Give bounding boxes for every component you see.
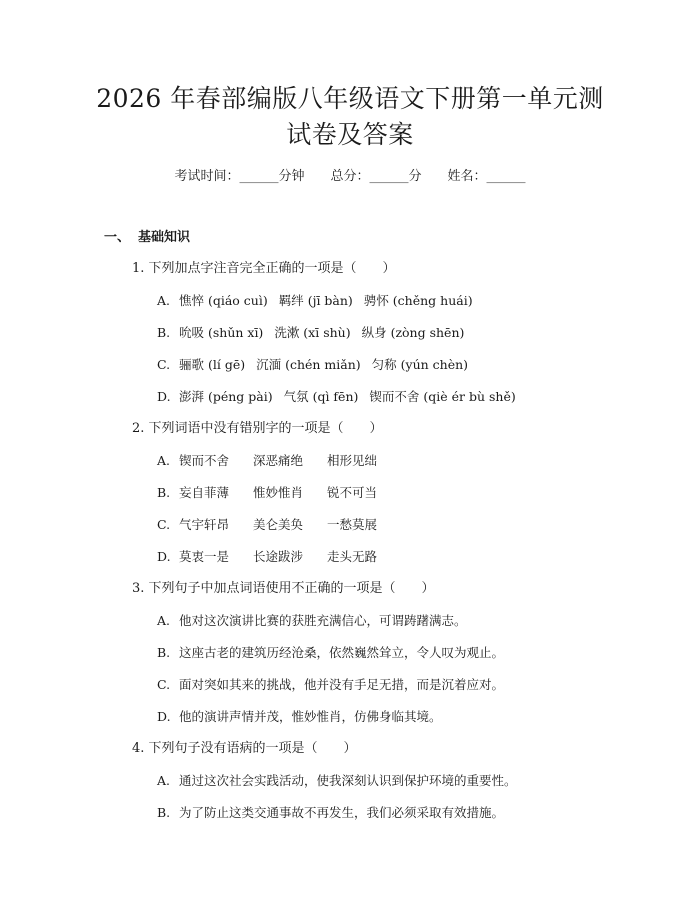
option-letter: A. bbox=[157, 293, 171, 308]
section-number: 一、 bbox=[104, 230, 131, 245]
section-heading bbox=[104, 229, 190, 247]
document-title-line-1: 2026 年春部编版八年级语文下册第一单元测 bbox=[96, 84, 604, 113]
option-item: 他对这次演讲比赛的获胜充满信心，可谓踌躇满志。 bbox=[179, 613, 467, 628]
exam-time-field: 考试时间：______分钟 bbox=[174, 169, 305, 184]
question-option bbox=[157, 324, 475, 342]
question-option bbox=[157, 548, 401, 566]
option-letter: B. bbox=[157, 485, 171, 500]
question-option bbox=[157, 484, 401, 502]
question-option bbox=[157, 388, 527, 406]
option-item: 羁绊 (jī bàn) bbox=[278, 293, 353, 308]
total-score-field: 总分：______分 bbox=[330, 169, 422, 184]
document-title-line-2: 试卷及答案 bbox=[286, 120, 414, 149]
option-item: 纵身 (zòng shēn) bbox=[361, 325, 465, 340]
section-title: 基础知识 bbox=[138, 230, 191, 245]
question-stem: 4. 下列句子没有语病的一项是（ ） bbox=[132, 741, 357, 756]
option-letter: B. bbox=[157, 645, 171, 660]
option-item: 憔悴 (qiáo cuì) bbox=[179, 293, 268, 308]
option-item: 骋怀 (chěng huái) bbox=[363, 293, 473, 308]
option-item: 相形见绌 bbox=[327, 453, 378, 468]
option-item: 通过这次社会实践活动，使我深刻认识到保护环境的重要性。 bbox=[179, 773, 517, 788]
option-item: 为了防止这类交通事故不再发生，我们必须采取有效措施。 bbox=[179, 805, 505, 820]
option-item: 面对突如其来的挑战，他并没有手足无措，而是沉着应对。 bbox=[179, 677, 505, 692]
question-stem: 3. 下列句子中加点词语使用不正确的一项是（ ） bbox=[132, 581, 435, 596]
question-option bbox=[157, 612, 467, 630]
question-option bbox=[157, 452, 401, 470]
option-item: 惟妙惟肖 bbox=[253, 485, 304, 500]
question-option bbox=[157, 292, 484, 310]
exam-meta-line bbox=[0, 168, 700, 186]
option-item: 气氛 (qì fēn) bbox=[283, 389, 359, 404]
option-item: 沉湎 (chén miǎn) bbox=[256, 357, 361, 372]
option-item: 这座古老的建筑历经沧桑，依然巍然耸立，令人叹为观止。 bbox=[179, 645, 505, 660]
option-item: 莫衷一是 bbox=[179, 549, 230, 564]
option-item: 妄自菲薄 bbox=[179, 485, 230, 500]
question-option bbox=[157, 356, 479, 374]
option-letter: C. bbox=[157, 677, 171, 692]
question-stem: 2. 下列词语中没有错别字的一项是（ ） bbox=[132, 421, 383, 436]
option-letter: D. bbox=[157, 389, 171, 404]
question-option bbox=[157, 644, 504, 662]
option-item: 锲而不舍 bbox=[179, 453, 230, 468]
student-name-field: 姓名：______ bbox=[447, 169, 526, 184]
option-item: 澎湃 (péng pài) bbox=[179, 389, 273, 404]
option-letter: A. bbox=[157, 773, 171, 788]
question-option bbox=[157, 804, 504, 822]
option-letter: C. bbox=[157, 517, 171, 532]
question-option bbox=[157, 772, 517, 790]
question-option bbox=[157, 516, 401, 534]
question-stem: 1. 下列加点字注音完全正确的一项是（ ） bbox=[132, 261, 396, 276]
option-letter: B. bbox=[157, 325, 171, 340]
option-letter: D. bbox=[157, 549, 171, 564]
option-letter: D. bbox=[157, 709, 171, 724]
option-item: 他的演讲声情并茂，惟妙惟肖，仿佛身临其境。 bbox=[179, 709, 442, 724]
question-option bbox=[157, 676, 504, 694]
option-item: 洗漱 (xī shù) bbox=[274, 325, 351, 340]
option-item: 一愁莫展 bbox=[327, 517, 378, 532]
question-option bbox=[157, 708, 442, 726]
option-item: 走头无路 bbox=[327, 549, 378, 564]
option-item: 匀称 (yún chèn) bbox=[371, 357, 469, 372]
option-letter: A. bbox=[157, 453, 171, 468]
option-item: 美仑美奂 bbox=[253, 517, 304, 532]
option-item: 锐不可当 bbox=[327, 485, 378, 500]
option-letter: A. bbox=[157, 613, 171, 628]
option-item: 锲而不舍 (qiè ér bù shě) bbox=[369, 389, 516, 404]
option-letter: C. bbox=[157, 357, 171, 372]
option-item: 骊歌 (lí gē) bbox=[179, 357, 246, 372]
option-item: 长途跋涉 bbox=[253, 549, 304, 564]
option-item: 深恶痛绝 bbox=[253, 453, 304, 468]
option-item: 气宇轩昂 bbox=[179, 517, 230, 532]
option-item: 吮吸 (shǔn xī) bbox=[179, 325, 264, 340]
option-letter: B. bbox=[157, 805, 171, 820]
